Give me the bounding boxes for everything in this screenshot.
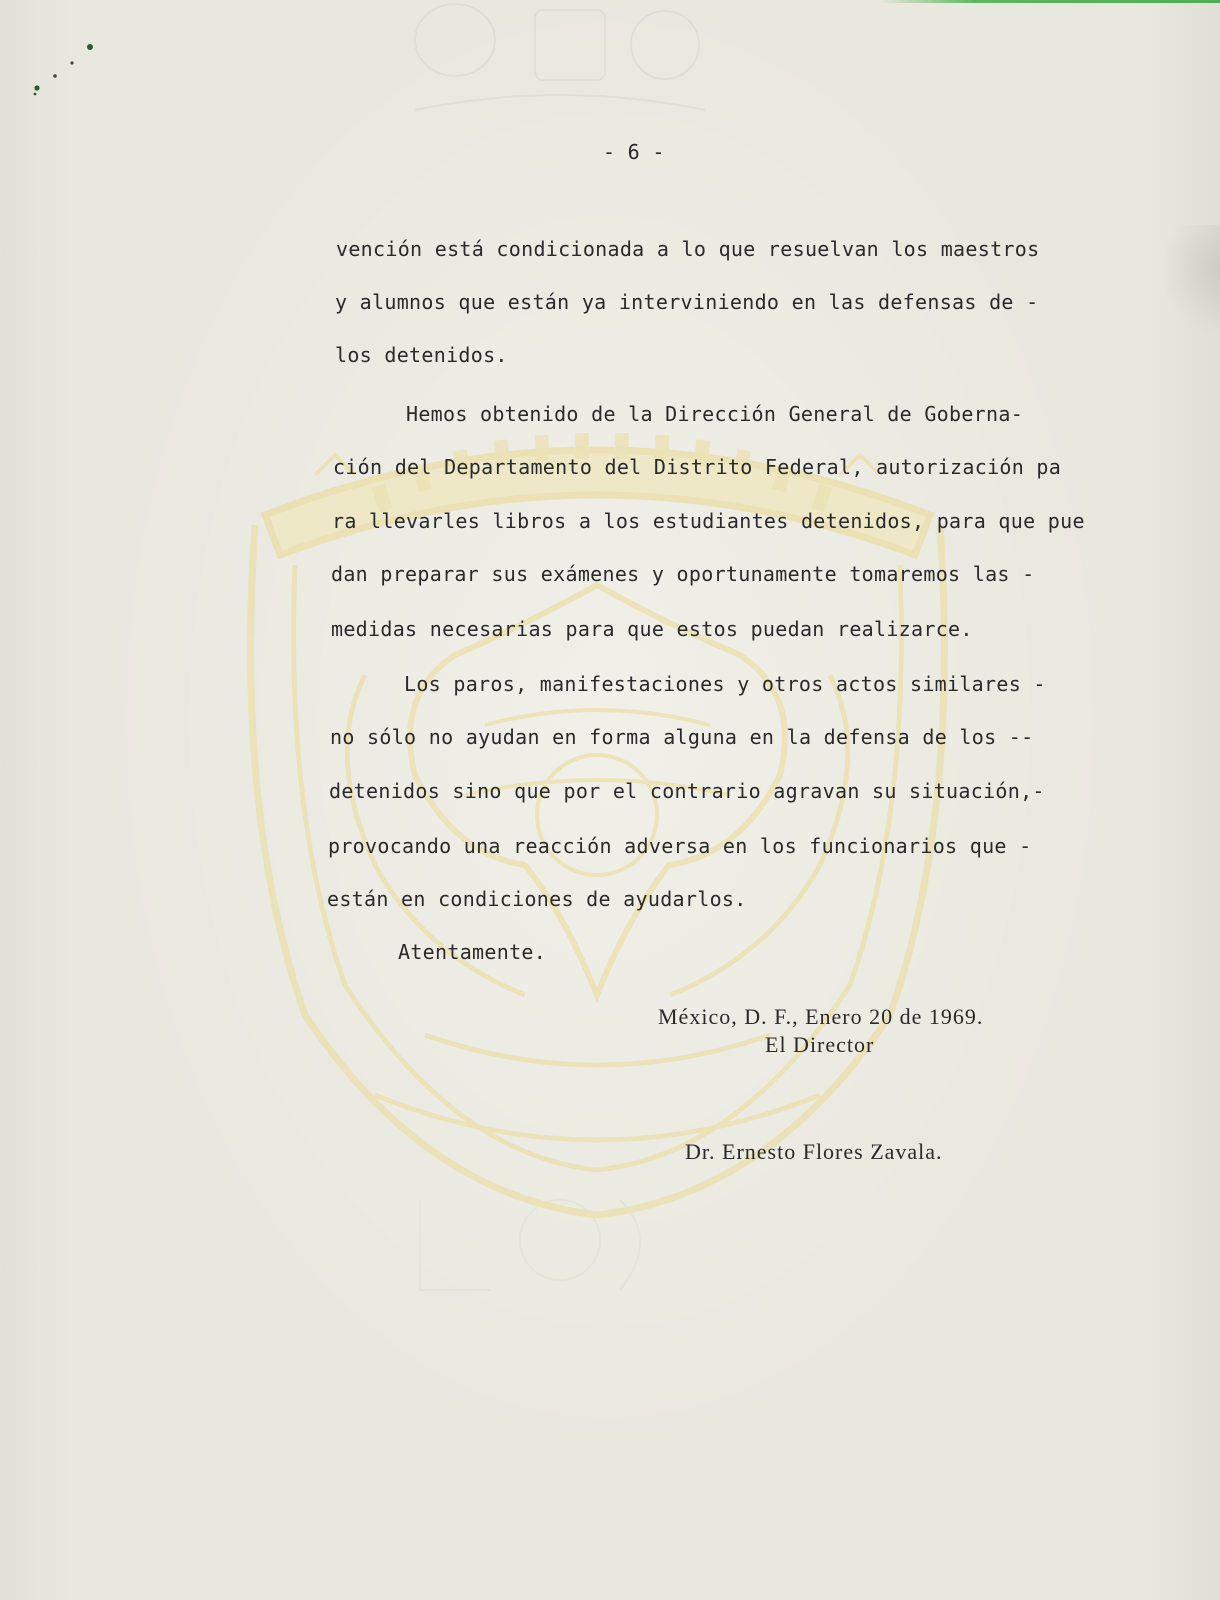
- paragraph-3-line-4: provocando una reacción adversa en los funcionarios que -: [328, 834, 1032, 858]
- paragraph-3-line-1: Los paros, manifestaciones y otros actos similares -: [404, 672, 1046, 696]
- paper-stain: [1160, 225, 1220, 335]
- paragraph-3-line-5: están en condiciones de ayudarlos.: [327, 887, 747, 911]
- paragraph-1-line-1: vención está condicionada a lo que resuelvan los maestros: [336, 237, 1040, 261]
- page-number: - 6 -: [603, 140, 665, 164]
- paragraph-1-line-3: los detenidos.: [335, 343, 508, 367]
- paragraph-2-line-3: ra llevarles libros a los estudiantes detenidos, para que pue: [332, 509, 1085, 533]
- closing-salutation: Atentamente.: [398, 940, 547, 964]
- paragraph-2-line-4: dan preparar sus exámenes y oportunamente tomaremos las -: [331, 562, 1035, 586]
- paragraph-3-line-2: no sólo no ayudan en forma alguna en la defensa de los --: [330, 725, 1034, 749]
- paragraph-2-line-2: ción del Departamento del Distrito Federal, autorización pa: [333, 455, 1062, 479]
- paragraph-2-line-5: medidas necesarias para que estos puedan realizarce.: [331, 617, 973, 641]
- paragraph-1-line-2: y alumnos que están ya interviniendo en las defensas de -: [335, 290, 1039, 314]
- place-and-date: México, D. F., Enero 20 de 1969.: [658, 1004, 984, 1029]
- signer-name: Dr. Ernesto Flores Zavala.: [685, 1139, 943, 1164]
- signer-title: El Director: [765, 1032, 875, 1057]
- paragraph-2-line-1: Hemos obtenido de la Dirección General de Goberna-: [406, 402, 1024, 426]
- paragraph-3-line-3: detenidos sino que por el contrario agravan su situación,-: [329, 779, 1045, 803]
- ink-specks: [28, 36, 108, 106]
- bleed-through-marks: [395, 0, 725, 140]
